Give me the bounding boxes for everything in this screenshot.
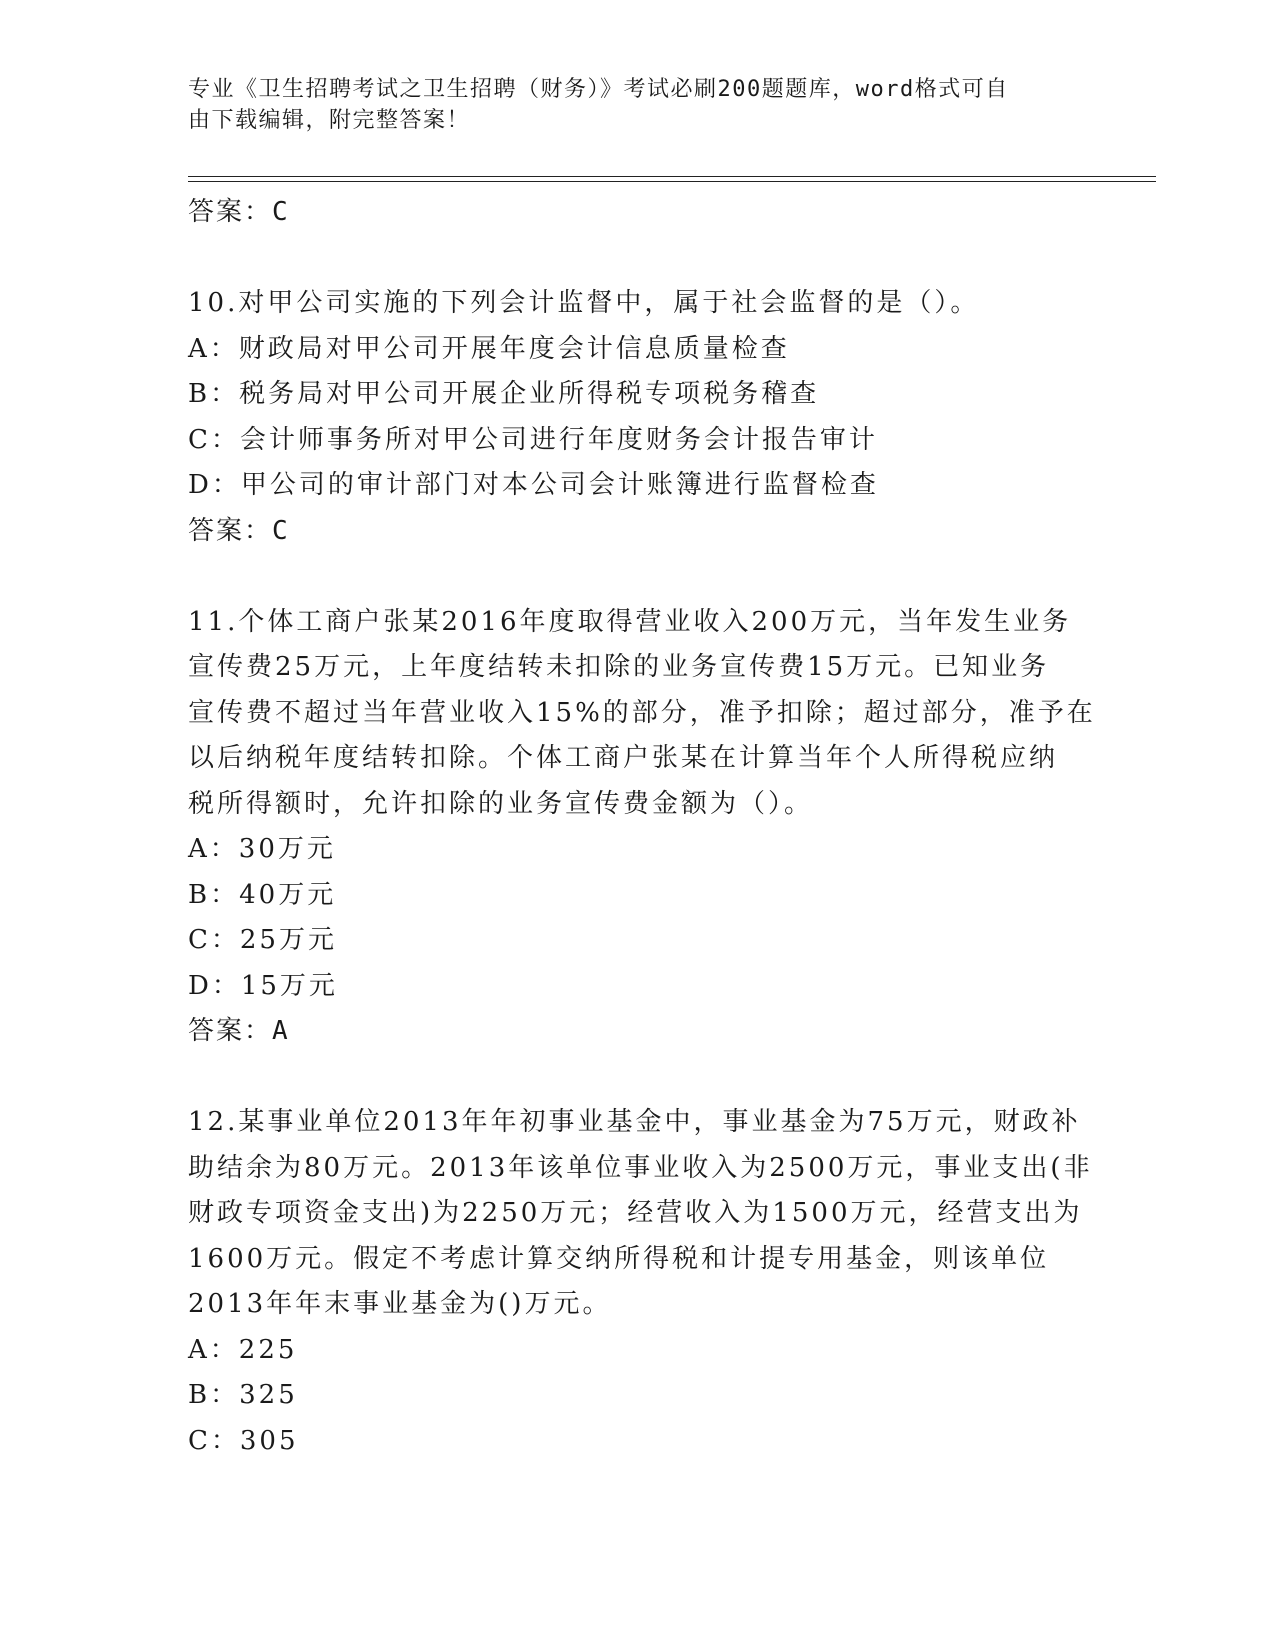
- option-b: B：325: [188, 1380, 298, 1410]
- question-text: 10.对甲公司实施的下列会计监督中，属于社会监督的是（）。: [188, 288, 980, 318]
- option-d: D：15万元: [188, 970, 338, 1001]
- question-10: [188, 281, 1088, 554]
- header-line-1: 专业《卫生招聘考试之卫生招聘（财务）》考试必刷200题题库，word格式可自: [188, 77, 1009, 102]
- header-divider: [188, 176, 1156, 177]
- option-b: B：40万元: [188, 879, 337, 910]
- spacer: [188, 554, 1088, 600]
- option-a: A：财政局对甲公司开展年度会计信息质量检查: [188, 333, 790, 364]
- question-text: 助结余为80万元。2013年该单位事业收入为2500万元，事业支出(非: [188, 1152, 1093, 1183]
- question-text: 税所得额时，允许扣除的业务宣传费金额为（）。: [188, 788, 814, 819]
- question-11: [188, 600, 1096, 1055]
- question-text: 以后纳税年度结转扣除。个体工商户张某在计算当年个人所得税应纳: [188, 743, 1059, 773]
- option-c: C：305: [188, 1425, 299, 1456]
- question-text: 1600万元。假定不考虑计算交纳所得税和计提专用基金，则该单位: [188, 1243, 1050, 1274]
- document-header: [188, 74, 1088, 136]
- document-body: [188, 190, 1096, 1464]
- question-text: 12.某事业单位2013年年初事业基金中，事业基金为75万元，财政补: [188, 1107, 1081, 1137]
- option-d: D：甲公司的审计部门对本公司会计账簿进行监督检查: [188, 470, 879, 500]
- question-12: [188, 1100, 1093, 1464]
- spacer: [188, 236, 1088, 282]
- answer-line: 答案：C: [188, 197, 290, 227]
- spacer: [188, 1055, 1088, 1101]
- answer-line: 答案：C: [188, 515, 290, 546]
- option-a: A：225: [188, 1334, 298, 1365]
- question-text: 宣传费25万元，上年度结转未扣除的业务宣传费15万元。已知业务: [188, 652, 1050, 682]
- option-c: C：会计师事务所对甲公司进行年度财务会计报告审计: [188, 424, 878, 455]
- question-text: 财政专项资金支出)为2250万元；经营收入为1500万元，经营支出为: [188, 1198, 1083, 1228]
- option-a: A：30万元: [188, 834, 336, 864]
- header-line-2: 由下载编辑，附完整答案！: [188, 108, 471, 133]
- option-b: B：税务局对甲公司开展企业所得税专项税务稽查: [188, 379, 820, 409]
- option-c: C：25万元: [188, 925, 337, 955]
- question-text: 宣传费不超过当年营业收入15%的部分，准予扣除；超过部分，准予在: [188, 697, 1096, 728]
- header-divider-double: [188, 181, 1156, 182]
- answer-line: 答案：A: [188, 1016, 290, 1046]
- question-text: 11.个体工商户张某2016年度取得营业收入200万元，当年发生业务: [188, 606, 1072, 637]
- question-text: 2013年年末事业基金为()万元。: [188, 1289, 612, 1319]
